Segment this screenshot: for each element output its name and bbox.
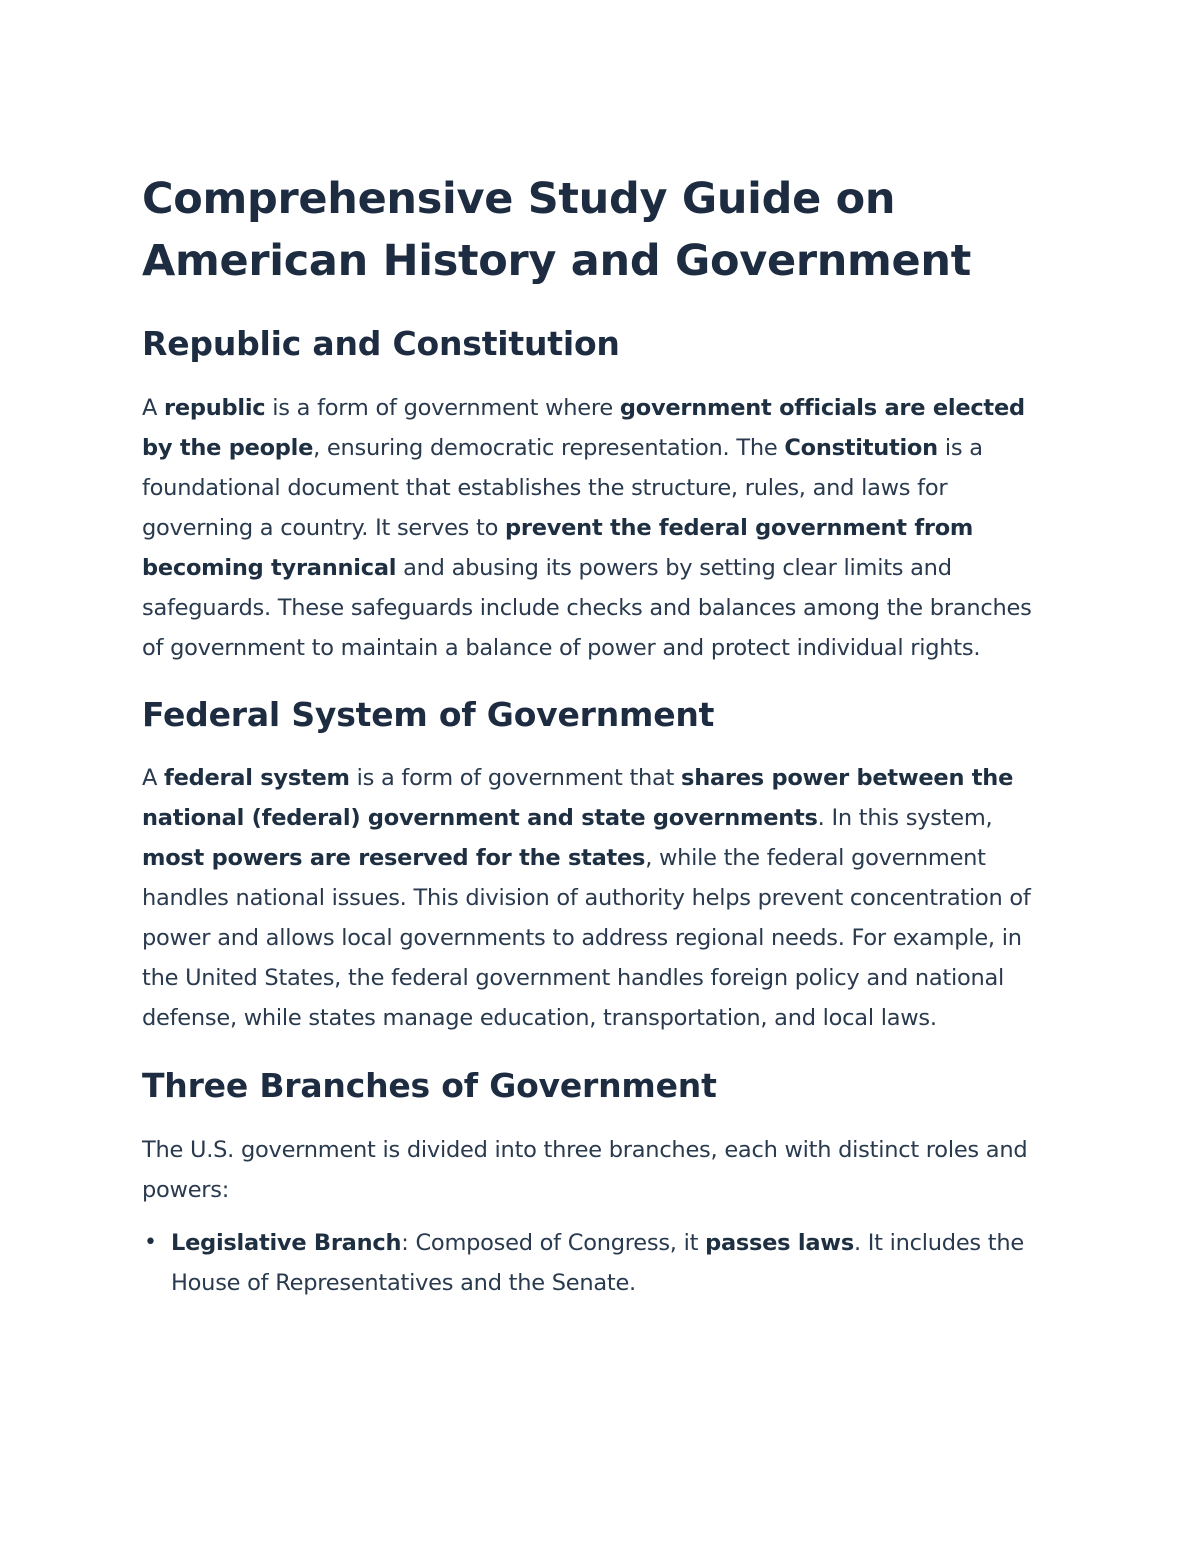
bullet-icon: •	[144, 1230, 157, 1255]
bold-term: shares power between the national (federal) government and state governments	[142, 765, 1014, 831]
text-run: is a foundational document that establishes the structure, rules, and laws for governing a country. It serves to	[142, 435, 983, 541]
text-run: , while the federal government handles national issues. This division of authority helps prevent concentration of power and allows local governments to address regional needs. For example, in the United States, the federal government handles foreign policy and national defense, while states manage education, transportation, and local laws.	[142, 845, 1031, 1031]
bold-term: Constitution	[784, 435, 938, 461]
text-run: is a form of government where	[265, 395, 620, 421]
text-run: and abusing its powers by setting clear limits and safeguards. These safeguards include checks and balances among the branches of government to maintain a balance of power and protect individual rights.	[142, 555, 1032, 661]
section-paragraph-republic	[142, 388, 1047, 668]
bold-term: prevent the federal government from becoming tyrannical	[142, 515, 974, 581]
text-run: . In this system,	[817, 805, 993, 831]
list-item	[142, 1223, 1047, 1303]
document-title: Comprehensive Study Guide on American History and Government	[142, 174, 971, 286]
text-run: , ensuring democratic representation. The	[313, 435, 785, 461]
bold-term: passes laws	[705, 1230, 854, 1256]
section-heading-federal: Federal System of Government	[142, 695, 715, 734]
branches-list	[142, 1223, 1047, 1303]
text-run: is a form of government that	[349, 765, 682, 791]
text-run: A	[142, 765, 165, 791]
bold-term: republic	[164, 395, 266, 421]
section-intro-branches: The U.S. government is divided into three branches, each with distinct roles and powers:	[142, 1137, 1028, 1203]
section-heading-branches: Three Branches of Government	[142, 1066, 717, 1105]
document-page	[142, 168, 1047, 1303]
bold-term: government officials are elected by the people	[142, 395, 1025, 461]
bold-term: most powers are reserved for the states	[142, 845, 646, 871]
text-run: . It includes the House of Representatives and the Senate.	[171, 1230, 1024, 1296]
text-run: : Composed of Congress, it	[401, 1230, 706, 1256]
bold-term: Legislative Branch	[171, 1230, 402, 1256]
bold-term: federal system	[164, 765, 350, 791]
section-paragraph-federal	[142, 758, 1047, 1038]
text-run: A	[142, 395, 165, 421]
section-heading-republic: Republic and Constitution	[142, 324, 620, 363]
